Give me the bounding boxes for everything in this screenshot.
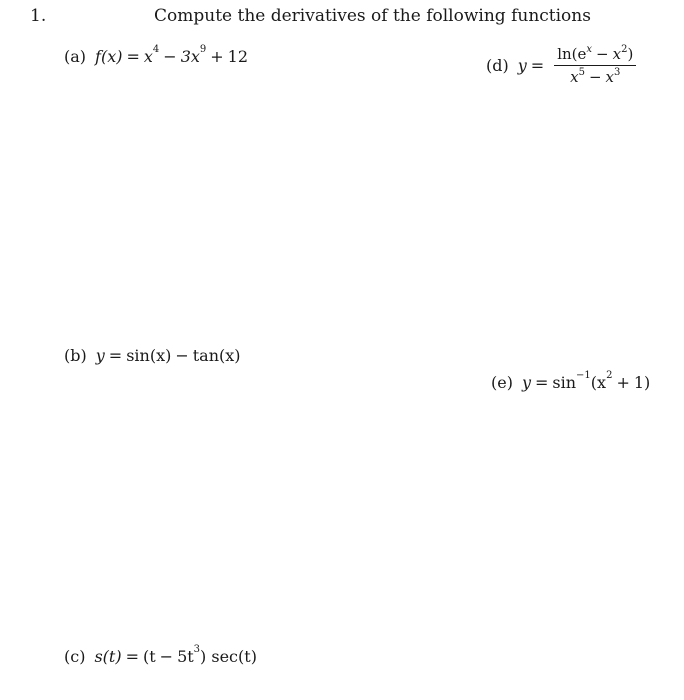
- term: x: [143, 47, 153, 66]
- problem-c: [64, 644, 257, 666]
- instructions-heading: Compute the derivatives of the following functions: [154, 6, 591, 26]
- fraction: [554, 45, 636, 86]
- problem-e: [491, 370, 651, 392]
- minus-sign: −: [588, 68, 602, 86]
- plus-sign: +: [616, 373, 630, 392]
- minus-sign: −: [163, 47, 177, 66]
- term: x: [570, 68, 579, 86]
- term: 12: [227, 47, 249, 66]
- equals-sign: =: [125, 647, 139, 666]
- exponent: x: [586, 44, 593, 55]
- term: 1): [633, 373, 651, 392]
- term: ln(e: [557, 45, 587, 63]
- exponent: 4: [152, 44, 160, 55]
- exponent: 9: [199, 44, 207, 55]
- problem-a-lhs: f(x): [95, 47, 123, 66]
- term: 5t: [177, 647, 194, 666]
- term: x: [612, 45, 622, 63]
- minus-sign: −: [596, 45, 609, 63]
- exponent: 5: [578, 67, 585, 78]
- equals-sign: =: [530, 56, 545, 75]
- problem-b-label: (b): [64, 346, 87, 365]
- minus-sign: −: [159, 647, 174, 666]
- exponent: 2: [606, 370, 613, 381]
- term: ) sec(t): [200, 647, 257, 666]
- equals-sign: =: [535, 373, 549, 392]
- exponent: 3: [614, 67, 621, 78]
- function-name: sin: [552, 373, 577, 392]
- question-number: 1.: [30, 6, 47, 26]
- problem-d-label: (d): [486, 56, 509, 75]
- denominator: [570, 66, 620, 86]
- numerator: [554, 45, 636, 66]
- problem-c-label: (c): [64, 647, 86, 666]
- equals-sign: =: [108, 346, 123, 365]
- term: 3x: [180, 47, 200, 66]
- exponent: 3: [193, 644, 201, 655]
- problem-b-lhs: y: [95, 346, 105, 365]
- problem-a: [64, 44, 249, 66]
- problem-e-label: (e): [491, 373, 513, 392]
- problem-d-lhs: y: [517, 56, 527, 75]
- term: sin(x): [126, 346, 172, 365]
- term: x: [605, 68, 614, 86]
- term: tan(x): [192, 346, 241, 365]
- minus-sign: −: [175, 346, 189, 365]
- problem-d: [486, 45, 636, 86]
- problem-c-lhs: s(t): [94, 647, 122, 666]
- problem-e-lhs: y: [521, 373, 531, 392]
- term: ): [627, 45, 634, 63]
- exponent: −1: [576, 370, 591, 381]
- problem-b: [64, 346, 241, 365]
- plus-sign: +: [210, 47, 224, 66]
- problem-a-label: (a): [64, 47, 87, 66]
- equals-sign: =: [126, 47, 140, 66]
- term: (x: [590, 373, 607, 392]
- term: (t: [142, 647, 156, 666]
- exponent: 2: [621, 44, 628, 55]
